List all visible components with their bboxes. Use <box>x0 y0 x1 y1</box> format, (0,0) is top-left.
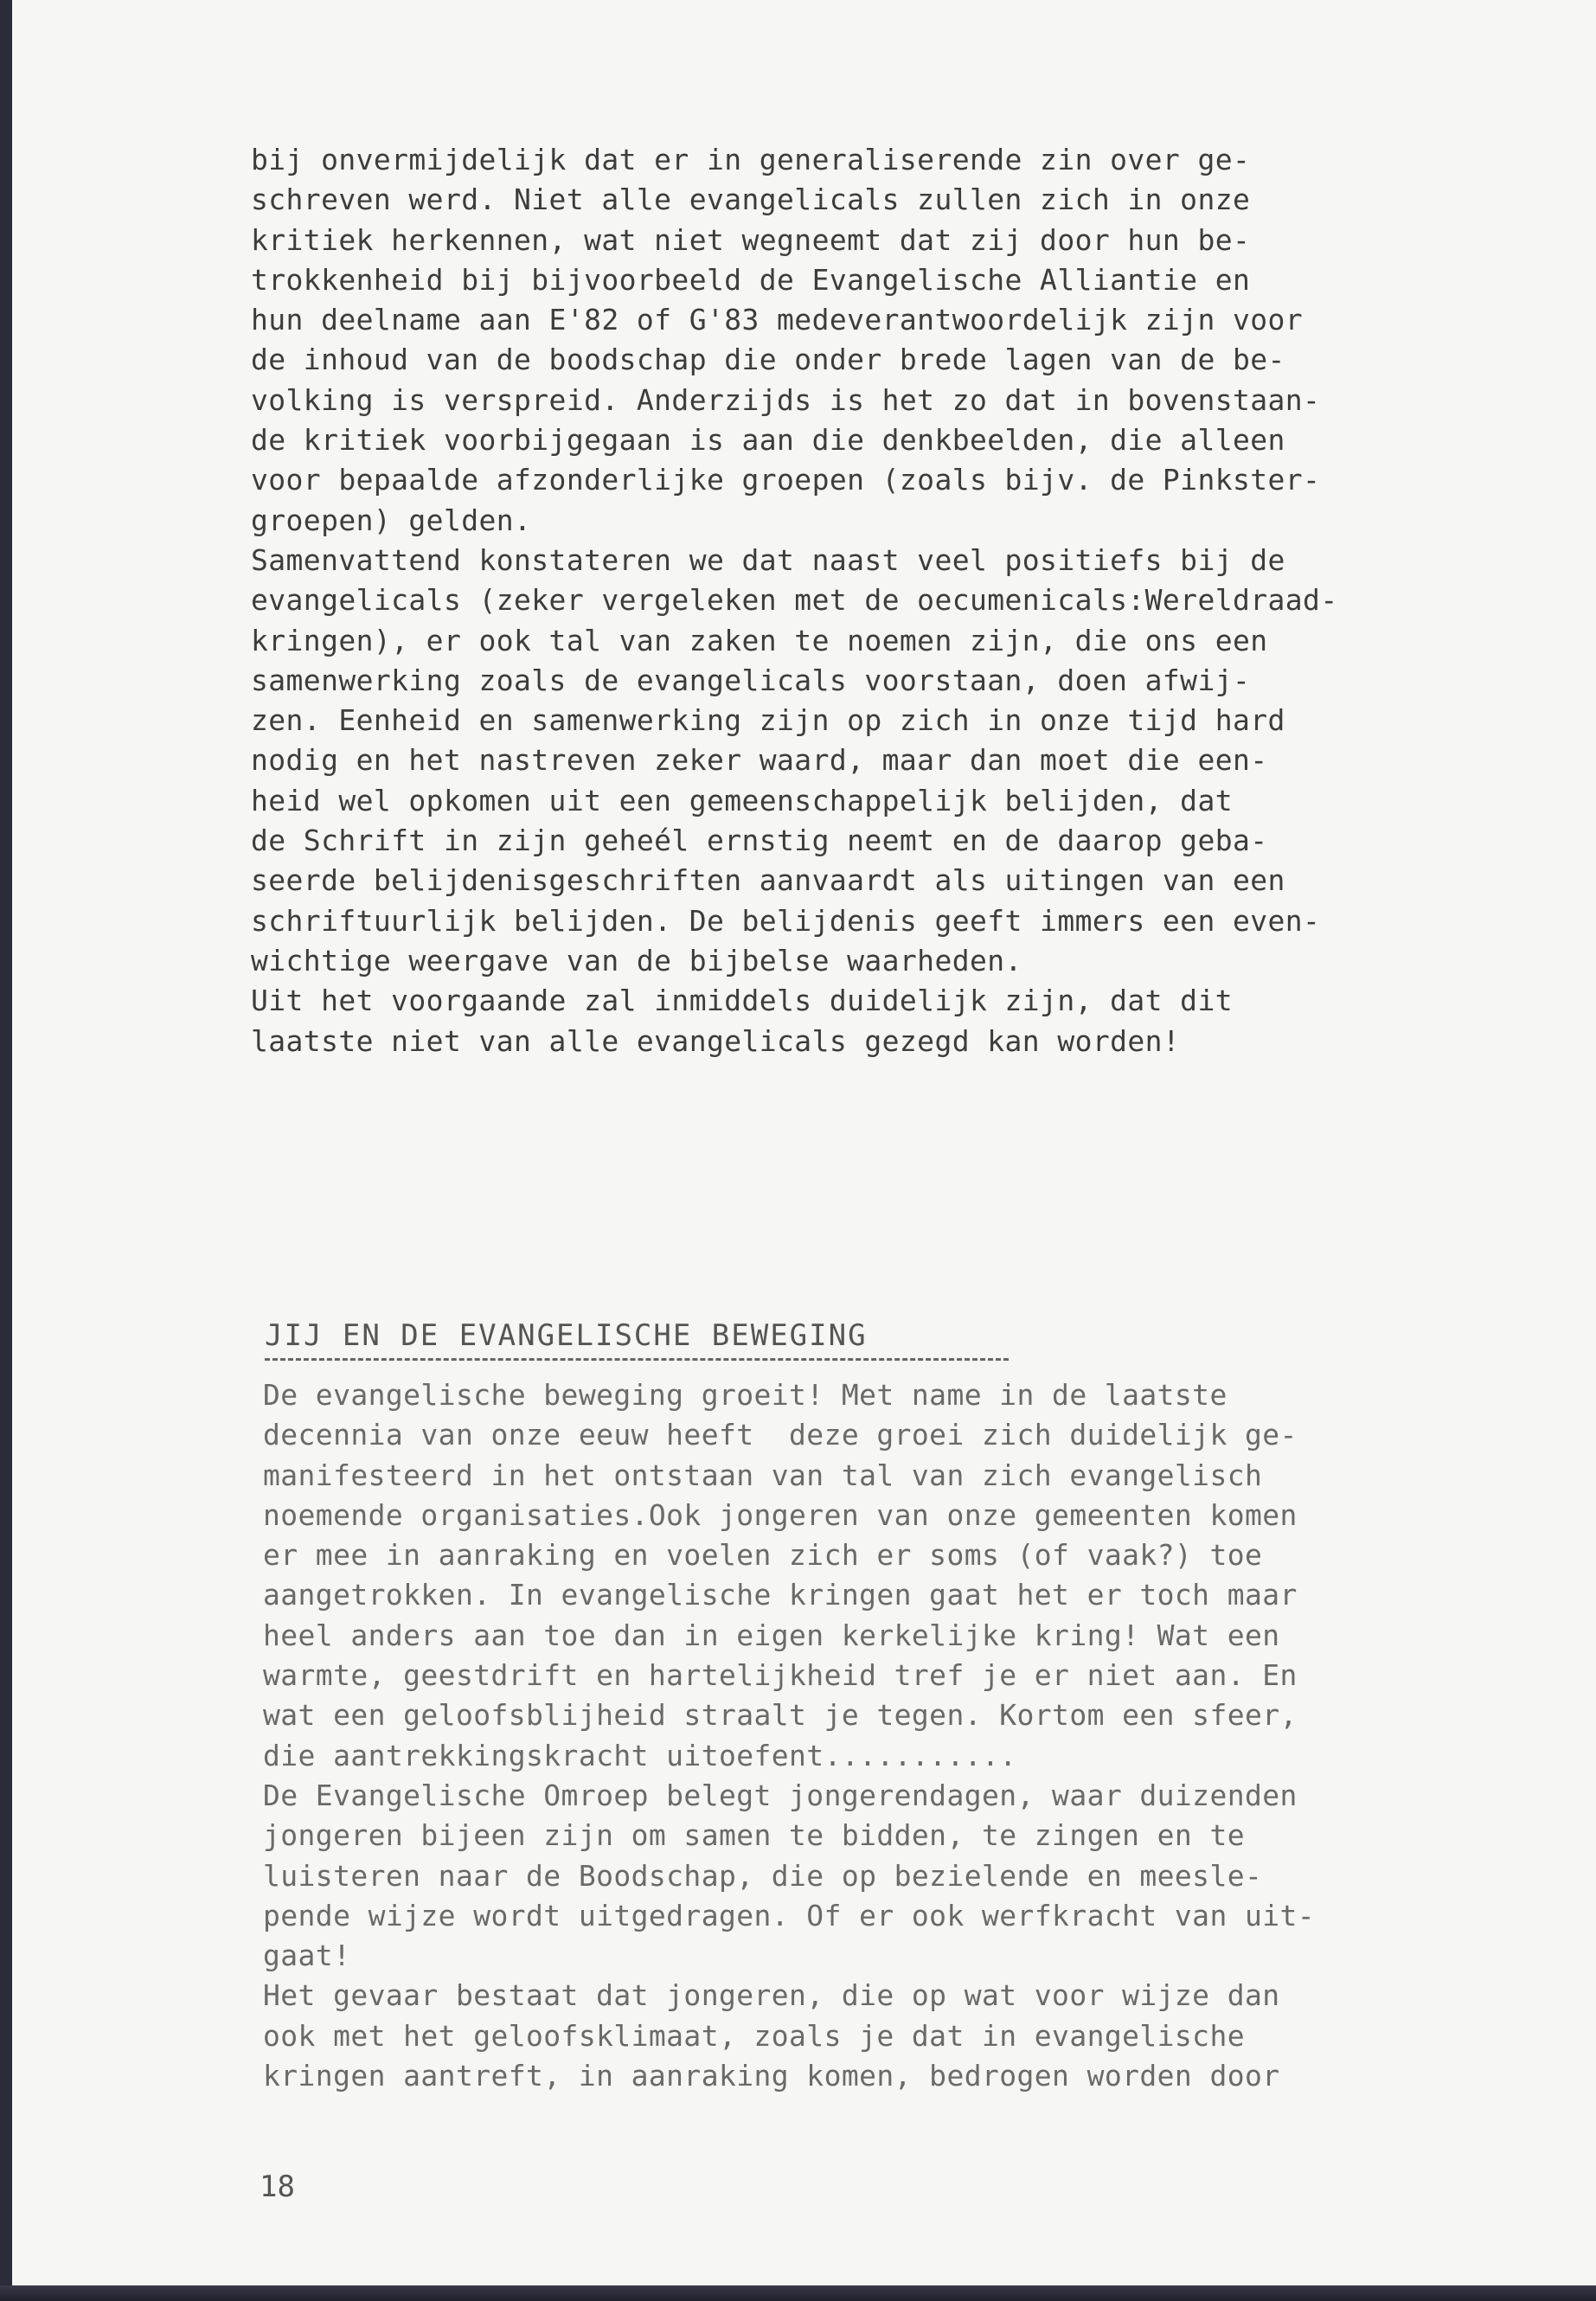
text-line: schreven werd. Niet alle evangelicals zullen zich in onze <box>251 183 1251 217</box>
text-line: kringen), er ook tal van zaken te noemen zijn, die ons een <box>251 623 1268 657</box>
heading-underline <box>265 1358 1009 1361</box>
text-line: voor bepaalde afzonderlijke groepen (zoals bijv. de Pinkster- <box>251 463 1321 497</box>
text-line: die aantrekkingskracht uitoefent........... <box>263 1738 1017 1772</box>
text-line: heel anders aan toe dan in eigen kerkelijke kring! Wat een <box>263 1618 1280 1652</box>
text-line: evangelicals (zeker vergeleken met de oecumenicals:Wereldraad- <box>251 583 1338 618</box>
text-line: de Schrift in zijn geheél ernstig neemt en de daarop geba- <box>251 824 1268 858</box>
text-line: manifesteerd in het ontstaan van tal van zich evangelisch <box>263 1458 1263 1492</box>
text-line: de inhoud van de boodschap die onder brede lagen van de be- <box>251 343 1285 377</box>
text-line: ook met het geloofsklimaat, zoals je dat in evangelische <box>263 2018 1245 2053</box>
text-line: Uit het voorgaande zal inmiddels duidelijk zijn, dat dit <box>251 984 1233 1018</box>
page-number: 18 <box>260 2170 295 2204</box>
text-line: kritiek herkennen, wat niet wegneemt dat zij door hun be- <box>251 222 1251 257</box>
text-line: jongeren bijeen zijn om samen te bidden, te zingen en te <box>263 1818 1245 1853</box>
document-page <box>12 0 1596 2285</box>
text-line: bij onvermijdelijk dat er in generaliserende zin over ge- <box>251 143 1251 176</box>
page-bottom-edge <box>0 2285 1596 2301</box>
text-line: noemende organisaties.Ook jongeren van onze gemeenten komen <box>263 1497 1298 1532</box>
text-line: de kritiek voorbijgegaan is aan die denkbeelden, die alleen <box>251 423 1285 458</box>
text-line: trokkenheid bij bijvoorbeeld de Evangelische Alliantie en <box>251 262 1251 297</box>
text-line: kringen aantreft, in aanraking komen, bedrogen worden door <box>263 2059 1280 2093</box>
text-line: De evangelische beweging groeit! Met name in de laatste <box>263 1378 1227 1412</box>
section-heading: JIJ EN DE EVANGELISCHE BEWEGING <box>265 1318 868 1353</box>
text-line: wichtige weergave van de bijbelse waarheden. <box>251 943 1022 977</box>
text-line: samenwerking zoals de evangelicals voorstaan, doen afwij- <box>251 663 1251 697</box>
text-line: pende wijze wordt uitgedragen. Of er ook werfkracht van uit- <box>263 1898 1316 1932</box>
text-line: luisteren naar de Boodschap, die op bezielende en meesle- <box>263 1858 1263 1893</box>
text-line: zen. Eenheid en samenwerking zijn op zich in onze tijd hard <box>251 703 1285 738</box>
text-line: aangetrokken. In evangelische kringen gaat het er toch maar <box>263 1578 1298 1612</box>
text-line: De Evangelische Omroep belegt jongerendagen, waar duizenden <box>263 1778 1298 1812</box>
text-line: groepen) gelden. <box>251 503 532 537</box>
text-line: volking is verspreid. Anderzijds is het zo dat in bovenstaan- <box>251 382 1321 417</box>
text-line: wat een geloofsblijheid straalt je tegen. Kortom een sfeer, <box>263 1698 1298 1733</box>
section-2-text <box>263 1375 1578 2096</box>
text-line: hun deelname aan E'82 of G'83 medeverantwoordelijk zijn voor <box>251 303 1304 337</box>
text-line: laatste niet van alle evangelicals gezegd kan worden! <box>251 1023 1181 1058</box>
text-line: decennia van onze eeuw heeft deze groei zich duidelijk ge- <box>263 1418 1298 1452</box>
text-line: seerde belijdenisgeschriften aanvaardt als uitingen van een <box>251 863 1285 898</box>
text-line: schriftuurlijk belijden. De belijdenis geeft immers een even- <box>251 903 1321 938</box>
text-line: nodig en het nastreven zeker waard, maar dan moet die een- <box>251 743 1268 778</box>
text-line: warmte, geestdrift en hartelijkheid tref je er niet aan. En <box>263 1658 1298 1693</box>
text-line: heid wel opkomen uit een gemeenschappelijk belijden, dat <box>251 783 1233 817</box>
section-1-text <box>251 140 1566 1061</box>
text-line: gaat! <box>263 1939 351 1973</box>
text-line: Het gevaar bestaat dat jongeren, die op wat voor wijze dan <box>263 1978 1280 2013</box>
text-line: Samenvattend konstateren we dat naast veel positiefs bij de <box>251 542 1285 577</box>
text-line: er mee in aanraking en voelen zich er soms (of vaak?) toe <box>263 1538 1263 1573</box>
